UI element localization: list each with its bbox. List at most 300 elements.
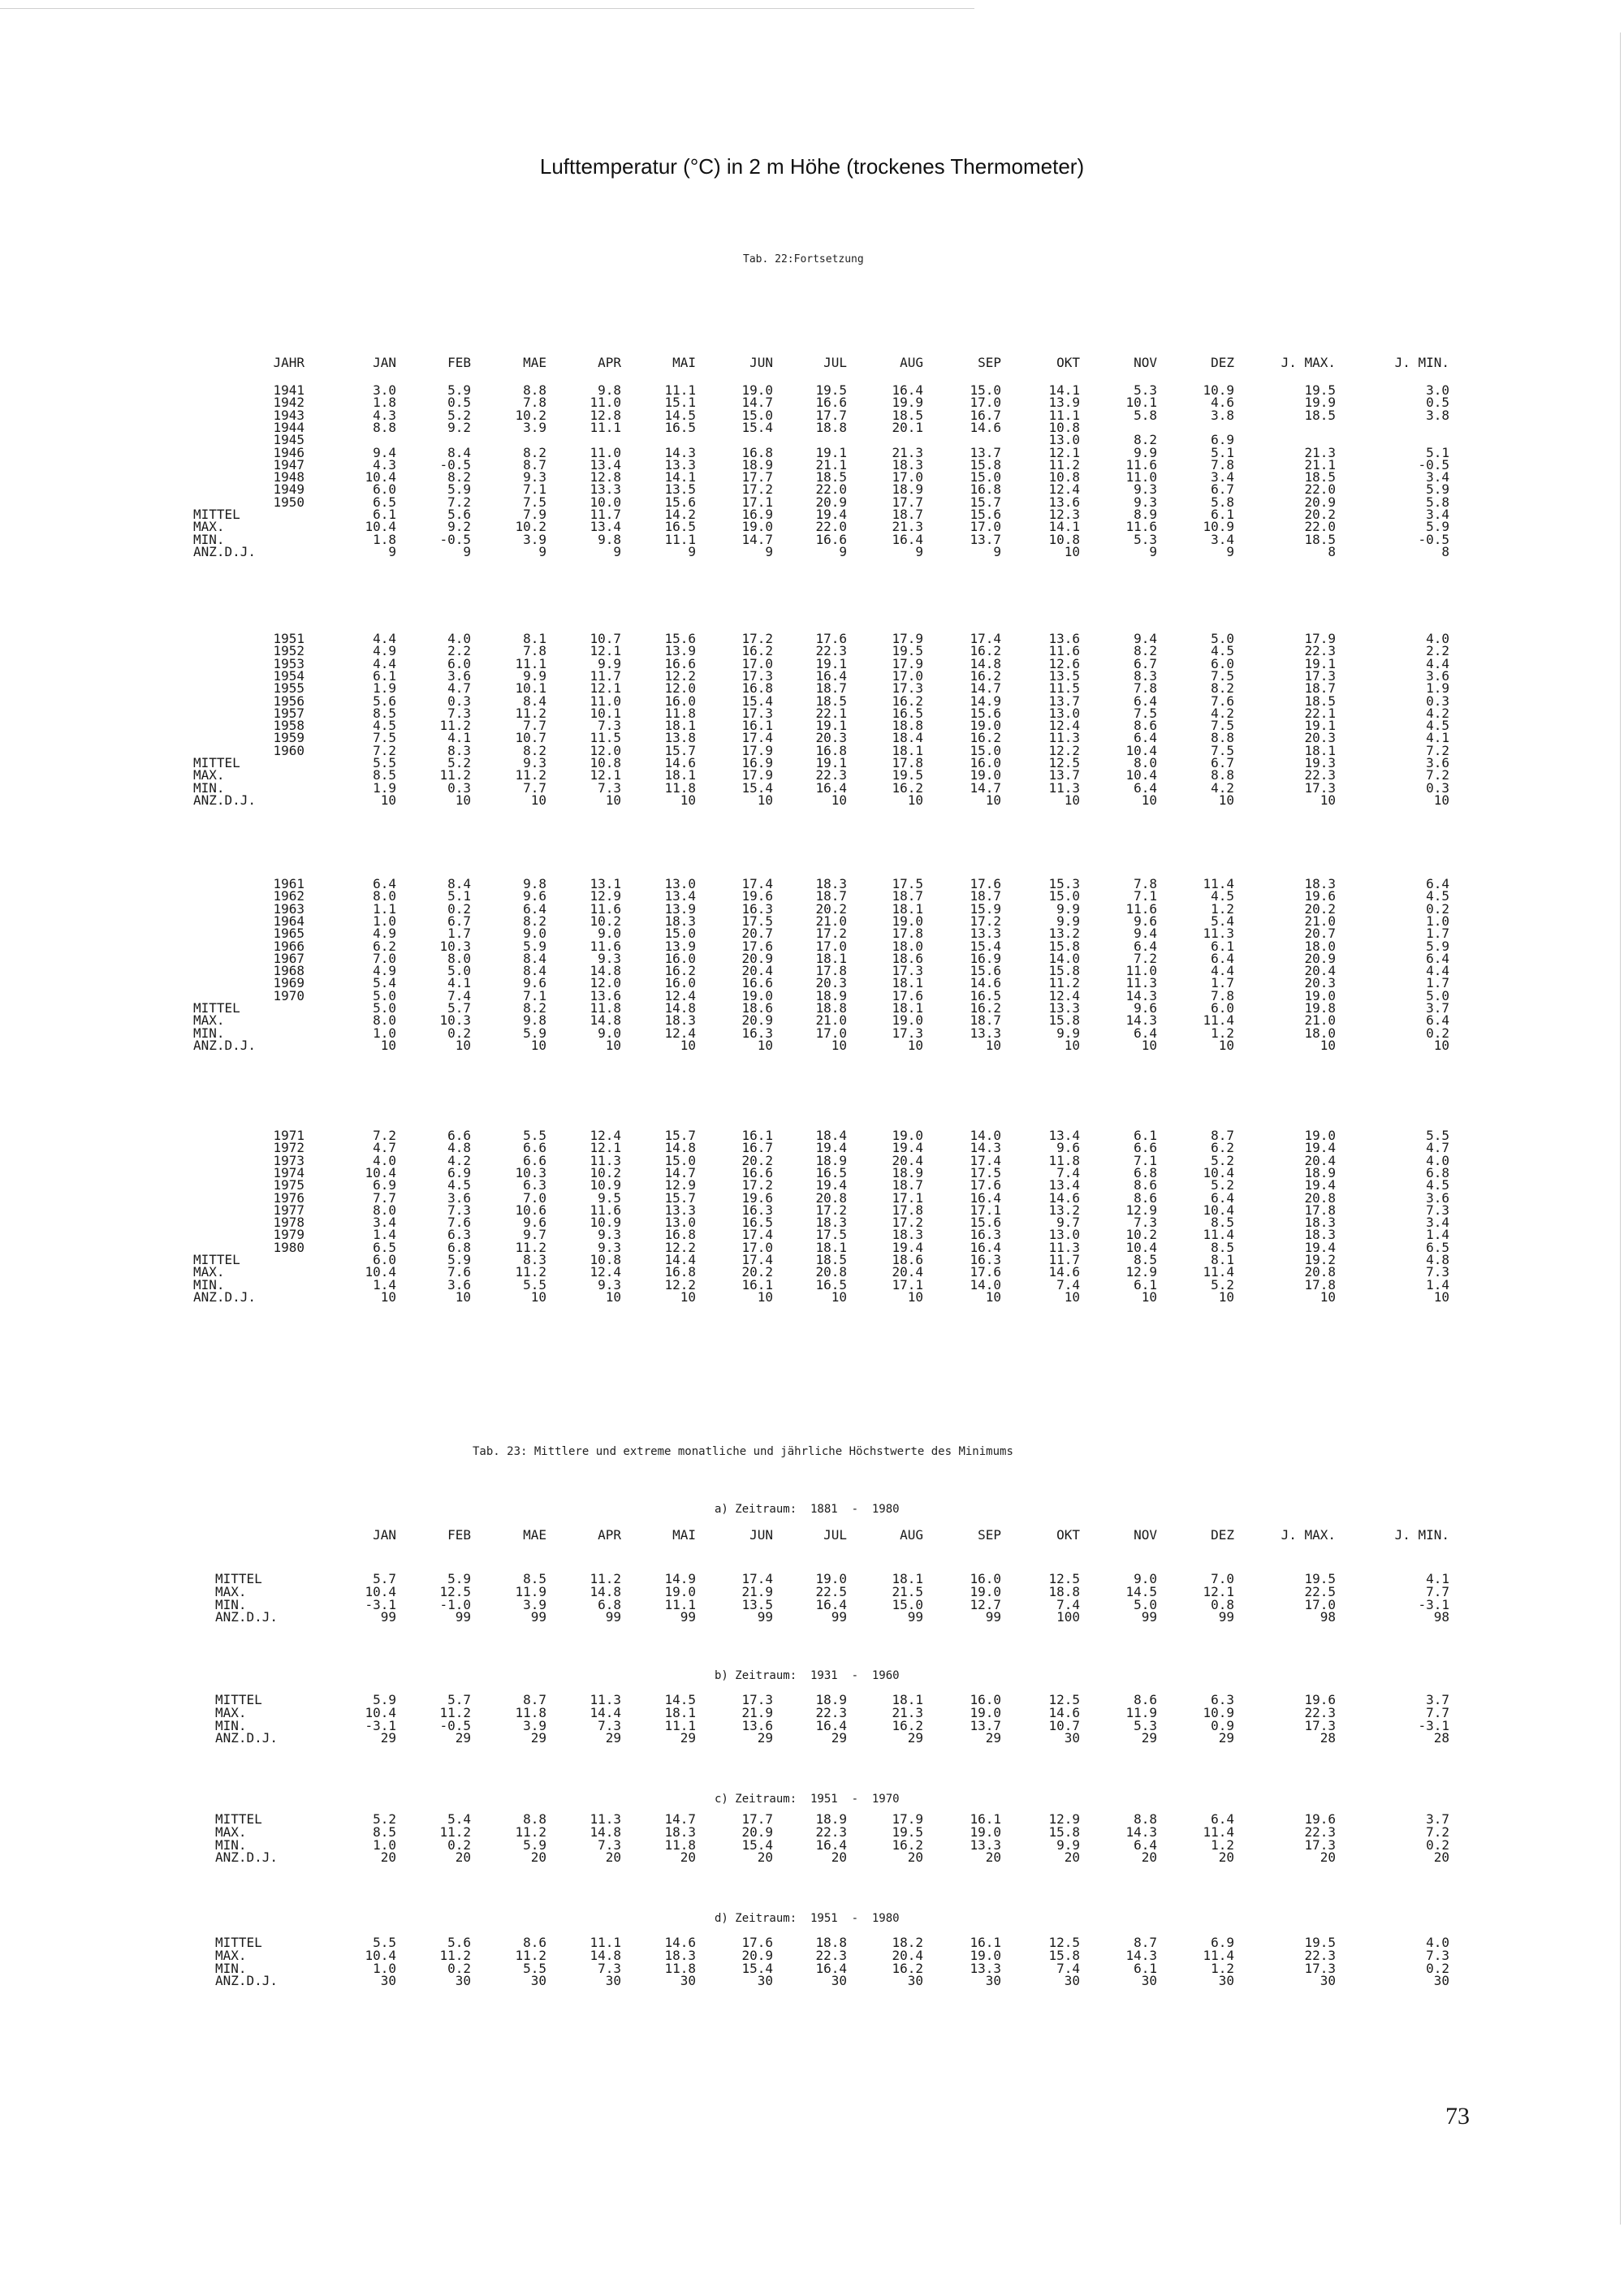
tab22-cell: 8.6 [1134,1189,1157,1206]
tab22-cell: 6.1 [1211,938,1234,954]
tab23-cell: 9.9 [1056,1836,1080,1853]
tab23-cell: 3.9 [523,1717,546,1733]
tab22-cell: 5.7 [447,1000,471,1016]
tab22-cell: 16.2 [664,963,696,979]
tab22-cell: 19.5 [815,382,847,398]
tab22-cell: 13.0 [1048,705,1080,721]
tab22-year-label: 1949 [273,481,304,498]
tab22-cell: 16.4 [892,382,923,398]
tab22-cell: 10 [605,792,621,808]
tab22-cell: 18.3 [1304,1215,1336,1231]
tab23-cell: 7.4 [1056,1596,1080,1612]
tab23-cell: 30 [757,1973,773,1989]
tab23-cell: 15.8 [1048,1947,1080,1963]
tab22-cell: 17.0 [970,395,1001,411]
tab22-cell: 20.2 [741,1152,773,1168]
tab22-cell: 10 [680,792,696,808]
tab22-year-label: 1968 [273,963,304,979]
tab22-cell: 8.5 [1134,1252,1157,1267]
tab22-cell: 10 [680,1037,696,1053]
tab22-cell: 13.3 [664,1202,696,1218]
tab22-cell: 15.8 [1048,938,1080,954]
tab23-cell: 30 [530,1973,546,1989]
tab23-cell: 9.0 [1134,1571,1157,1586]
tab22-cell: 16.5 [970,987,1001,1003]
tab22-cell: 9.8 [523,876,546,891]
tab22-cell: 7.2 [373,1128,396,1143]
tab22-year-label: 1969 [273,975,304,991]
tab22-cell: 18.7 [815,888,847,904]
tab23-cell: 6.1 [1134,1960,1157,1976]
tab22-cell: 14.7 [741,531,773,547]
tab22-cell: 6.6 [523,1140,546,1156]
tab23-cell: 21.3 [892,1704,923,1720]
tab22-cell: 8.8 [1211,730,1234,746]
tab22-cell: 15.4 [741,419,773,435]
tab23-cell: 6.3 [1211,1692,1234,1707]
tab22-cell: 13.0 [664,1215,696,1231]
tab22-cell: 10.3 [439,1012,471,1029]
tab23-cell: 14.5 [664,1692,696,1707]
tab22-cell: 6.4 [1211,1189,1234,1206]
tab23-cell: 0.2 [1426,1836,1449,1853]
tab23-cell: 19.5 [1304,1935,1336,1950]
tab22-cell: 14.2 [664,507,696,522]
tab23-cell: 20 [907,1849,923,1866]
tab22-year-label: 1946 [273,444,304,460]
tab22-cell: 3.0 [1426,382,1449,398]
tab22-cell: 8.3 [447,742,471,758]
tab22-cell: 10.4 [365,1164,396,1180]
tab22-stat-label: ANZ.D.J. [193,543,257,559]
tab23-cell: 17.3 [741,1692,773,1707]
tab22-cell: 18.9 [1304,1164,1336,1180]
tab22-cell: 15.0 [664,926,696,942]
tab22-cell: 18.6 [892,1252,923,1267]
tab23-cell: 18.2 [892,1935,923,1950]
tab22-cell: 5.9 [523,938,546,954]
tab22-cell: 10 [530,1288,546,1305]
tab23-stat-label: MIN. [215,1717,247,1733]
tab22-cell: 4.0 [447,631,471,646]
tab22-cell: 3.4 [373,1215,396,1231]
tab22-cell: 15.8 [970,456,1001,473]
tab22-cell: 16.3 [970,1227,1001,1243]
tab22-cell: 9.2 [447,419,471,435]
tab22-cell: 17.0 [970,519,1001,535]
tab22-cell: 13.0 [664,876,696,891]
tab22-year-label: 1975 [273,1177,304,1193]
tab22-cell: 22.0 [1304,519,1336,535]
tab22-cell: 10.7 [590,631,621,646]
tab22-cell: 18.1 [815,950,847,966]
tab23-stat-label: MAX. [215,1947,247,1963]
tab22-cell: 15.7 [970,494,1001,510]
tab22-cell: 5.8 [1426,494,1449,510]
tab22-cell: 4.7 [1426,1140,1449,1156]
tab22-cell: 11.1 [590,419,621,435]
tab22-year-label: 1977 [273,1202,304,1218]
tab22-cell: 10 [907,1288,923,1305]
tab22-year-label: 1948 [273,469,304,486]
tab22-cell: 13.3 [970,926,1001,942]
tab22-cell: 12.4 [1048,987,1080,1003]
tab22-cell: 6.1 [373,507,396,522]
tab22-cell: 7.3 [598,718,621,734]
tab22-cell: 18.6 [741,1000,773,1016]
tab22-cell: -0.5 [439,456,471,473]
tab23-cell: 19.6 [1304,1811,1336,1827]
tab22-cell: 18.0 [892,938,923,954]
tab22-cell: 5.2 [447,755,471,770]
tab22-year-label: 1954 [273,667,304,684]
tab23-stat-label: MIN. [215,1596,247,1612]
tab23-cell: 5.9 [373,1692,396,1707]
tab22-cell: 3.8 [1426,407,1449,423]
tab22-cell: 1.0 [1426,913,1449,929]
tab23-header-cell: MAE [523,1527,546,1543]
tab22-cell: 10.9 [590,1177,621,1193]
tab22-cell: 10 [1141,1037,1157,1053]
tab22-cell: 7.6 [447,1215,471,1231]
tab22-cell: 10 [1433,1037,1449,1053]
tab22-cell: 12.5 [1048,755,1080,770]
tab22-cell: 9.9 [1056,1025,1080,1041]
tab23-header-cell: JUN [749,1527,773,1543]
tab22-cell: 9.9 [1056,913,1080,929]
tab23-cell: 7.3 [598,1960,621,1976]
tab22-cell: 17.2 [970,913,1001,929]
tab22-cell: 20.3 [1304,730,1336,746]
tab22-cell: 6.9 [447,1164,471,1180]
tab22-header-cell: J. MAX. [1281,355,1336,370]
tab22-cell: 20.3 [815,975,847,991]
tab22-cell: 6.4 [1426,1012,1449,1029]
tab22-cell: 17.7 [741,469,773,486]
tab22-cell: 7.5 [523,494,546,510]
tab22-cell: 8.0 [447,950,471,966]
tab23-cell: 17.6 [741,1935,773,1950]
tab23-cell: 4.1 [1426,1571,1449,1586]
tab23-header-cell: APR [598,1527,621,1543]
tab23-header-cell: MAI [672,1527,696,1543]
tab22-cell: 20.1 [892,419,923,435]
tab23-cell: 22.5 [815,1583,847,1599]
tab22-cell: 13.1 [590,876,621,891]
tab22-cell: 7.1 [523,481,546,498]
tab22-cell: 7.8 [523,395,546,411]
tab22-cell: 15.9 [970,900,1001,917]
tab22-cell: 16.2 [892,779,923,796]
tab22-cell: 13.7 [970,444,1001,460]
tab22-cell: 1.1 [373,900,396,917]
tab23-header-cell: AUG [900,1527,923,1543]
tab22-cell: 5.3 [1134,531,1157,547]
tab22-cell: 19.1 [815,755,847,770]
tab22-cell: 7.5 [1211,742,1234,758]
tab22-cell: 14.8 [970,655,1001,671]
tab22-cell: 17.9 [892,655,923,671]
tab22-cell: 10 [1218,1288,1234,1305]
tab22-cell: 5.0 [373,987,396,1003]
tab22-cell: 11.4 [1203,1227,1234,1243]
tab22-cell: 9.3 [523,469,546,486]
tab22-cell: 20.9 [1304,494,1336,510]
tab23-cell: 14.3 [1125,1823,1157,1840]
tab22-cell: 11.4 [1203,1264,1234,1280]
tab22-stat-label: MAX. [193,519,225,535]
tab23-cell: 30 [1433,1973,1449,1989]
tab22-cell: 16.4 [892,531,923,547]
tab22-cell: -0.5 [1418,531,1449,547]
tab22-cell: 19.4 [1304,1239,1336,1255]
tab23-cell: 30 [831,1973,847,1989]
tab22-year-label: 1963 [273,900,304,917]
tab22-stat-label: ANZ.D.J. [193,792,257,808]
tab22-cell: 7.2 [1426,767,1449,783]
tab22-cell: 6.1 [1134,1128,1157,1143]
tab22-cell: 13.2 [1048,1202,1080,1218]
tab22-cell: 7.4 [1056,1164,1080,1180]
tab23-cell: 3.7 [1426,1811,1449,1827]
tab22-cell: 10.6 [515,1202,546,1218]
tab22-cell: 3.6 [1426,1189,1449,1206]
tab22-cell: 18.5 [815,693,847,709]
tab22-cell: 11.2 [439,767,471,783]
tab22-cell: 20.4 [892,1152,923,1168]
tab22-cell: 13.9 [664,900,696,917]
tab22-cell: 8.4 [523,693,546,709]
tab23-cell: 15.4 [741,1836,773,1853]
tab22-cell: 18.1 [664,718,696,734]
tab22-cell: 10 [1064,792,1080,808]
tab23-cell: 30 [380,1973,396,1989]
tab23-cell: 30 [1064,1730,1080,1746]
tab22-cell: 15.6 [970,507,1001,522]
tab23-cell: 5.3 [1134,1717,1157,1733]
tab22-cell: 19.1 [1304,655,1336,671]
tab22-year-label: 1941 [273,382,304,398]
tab22-cell: 16.0 [664,975,696,991]
tab22-cell: 4.0 [1426,1152,1449,1168]
tab23-cell: 8.5 [523,1571,546,1586]
tab22-cell: 0.5 [447,395,471,411]
tab22-cell: 12.4 [590,1264,621,1280]
tab22-cell: 5.9 [1426,938,1449,954]
tab22-cell: 7.1 [523,987,546,1003]
tab22-cell: 19.6 [741,888,773,904]
tab23-stat-label: MITTEL [215,1811,262,1827]
tab23-cell: 14.5 [1125,1583,1157,1599]
tab22-cell: 15.1 [664,395,696,411]
tab23-cell: 15.4 [741,1960,773,1976]
tab22-cell: 9.6 [523,975,546,991]
tab22-cell: 9.9 [523,667,546,684]
tab22-cell: 9.8 [598,531,621,547]
tab23-cell: 8.5 [373,1823,396,1840]
tab22-cell: 20.2 [741,1264,773,1280]
tab22-cell: 16.2 [970,730,1001,746]
tab22-cell: 10.2 [1125,1227,1157,1243]
tab22-cell: 3.0 [373,382,396,398]
tab22-year-label: 1944 [273,419,304,435]
tab23-cell: 7.7 [1426,1583,1449,1599]
tab22-cell: 7.6 [1211,693,1234,709]
tab23-cell: 11.9 [1125,1704,1157,1720]
tab22-cell: 10 [455,1288,471,1305]
tab23-cell: 99 [1141,1609,1157,1625]
tab22-cell: 13.7 [1048,693,1080,709]
tab22-cell: 16.5 [815,1164,847,1180]
tab23-cell: 14.9 [664,1571,696,1586]
tab23-cell: 29 [1218,1730,1234,1746]
tab23-cell: 0.2 [447,1836,471,1853]
tab22-cell: 16.5 [815,1276,847,1293]
tab22-cell: 18.3 [892,456,923,473]
tab22-cell: 19.1 [815,444,847,460]
tab22-year-label: 1953 [273,655,304,671]
tab22-cell: 12.4 [1048,481,1080,498]
tab22-cell: 18.7 [892,1177,923,1193]
tab22-cell: 6.7 [1211,481,1234,498]
tab22-cell: 16.8 [664,1227,696,1243]
tab22-cell: 12.8 [590,407,621,423]
tab22-cell: 12.8 [590,469,621,486]
tab22-year-label: 1966 [273,938,304,954]
tab22-cell: 11.0 [590,693,621,709]
tab22-cell: 8.2 [523,742,546,758]
tab22-cell: 21.3 [1304,444,1336,460]
tab22-cell: 16.5 [741,1215,773,1231]
tab23-cell: 17.7 [741,1811,773,1827]
tab22-header-cell: MAI [672,355,696,370]
tab22-cell: 7.5 [1134,705,1157,721]
tab22-cell: 10 [1141,1288,1157,1305]
tab22-cell: 16.1 [741,1276,773,1293]
tab22-cell: 18.5 [815,469,847,486]
tab23-cell: 19.0 [664,1583,696,1599]
tab23-cell: 17.0 [1304,1596,1336,1612]
tab23-cell: 11.3 [590,1692,621,1707]
tab22-cell: 12.9 [664,1177,696,1193]
tab23-cell: 19.6 [1304,1692,1336,1707]
right-edge-rule [1620,32,1621,2225]
tab22-cell: 6.5 [373,494,396,510]
tab22-cell: 22.3 [1304,767,1336,783]
tab22-cell: 17.1 [892,1189,923,1206]
tab22-cell: 20.7 [1304,926,1336,942]
tab23-cell: 8.7 [523,1692,546,1707]
tab22-cell: 13.6 [590,987,621,1003]
tab23-cell: 16.4 [815,1717,847,1733]
tab22-cell: 13.0 [1048,1227,1080,1243]
tab22-cell: 18.5 [1304,531,1336,547]
tab22-cell: 0.2 [447,900,471,917]
tab22-cell: 19.2 [1304,1252,1336,1267]
tab22-cell: 8.7 [1211,1128,1234,1143]
tab22-cell: 11.2 [1048,456,1080,473]
tab22-cell: 19.0 [741,519,773,535]
tab22-header-cell: MAE [523,355,546,370]
tab22-cell: 9.9 [1056,900,1080,917]
tab22-cell: 1.4 [373,1276,396,1293]
tab22-cell: 19.8 [1304,1000,1336,1016]
tab22-cell: 22.3 [1304,643,1336,659]
tab22-cell: 16.8 [741,444,773,460]
tab22-stat-label: MIN. [193,531,225,547]
tab22-cell: 17.0 [892,469,923,486]
tab22-cell: 6.3 [447,1227,471,1243]
tab22-cell: 7.5 [373,730,396,746]
tab22-cell: 19.0 [741,382,773,398]
tab22-cell: 17.3 [741,667,773,684]
tab23-cell: 14.6 [1048,1704,1080,1720]
tab22-cell: 0.2 [447,1025,471,1041]
tab22-cell: 11.4 [1203,876,1234,891]
tab23-cell: 19.5 [892,1823,923,1840]
tab22-cell: 7.9 [523,507,546,522]
tab22-cell: 19.5 [1304,382,1336,398]
tab22-cell: 4.0 [373,1152,396,1168]
tab22-cell: 12.6 [1048,655,1080,671]
tab22-cell: 5.9 [1426,481,1449,498]
tab22-cell: 4.7 [373,1140,396,1156]
tab23-cell: 16.4 [815,1960,847,1976]
tab22-cell: 22.3 [815,767,847,783]
tab22-cell: 10.8 [590,755,621,770]
tab22-cell: 10 [1218,1037,1234,1053]
tab22-cell: 10.9 [590,1215,621,1231]
tab22-cell: 5.0 [1211,631,1234,646]
tab23-cell: 20.9 [741,1823,773,1840]
tab22-cell: 10 [605,1288,621,1305]
tab23-cell: 5.5 [523,1960,546,1976]
tab22-cell: 4.2 [1211,705,1234,721]
tab22-cell: 11.0 [1125,469,1157,486]
tab22-cell: 20.2 [1304,507,1336,522]
tab22-cell: 6.0 [373,1252,396,1267]
tab23-cell: 99 [530,1609,546,1625]
tab22-cell: 4.4 [1426,655,1449,671]
tab23-cell: 5.5 [373,1935,396,1950]
tab22-cell: 5.5 [523,1276,546,1293]
tab23-cell: 29 [455,1730,471,1746]
tab23-cell: 0.9 [1211,1717,1234,1733]
tab23-caption: Tab. 23: Mittlere und extreme monatliche und jährliche Höchstwerte des Minimums [473,1445,1013,1458]
tab22-cell: 5.4 [1211,913,1234,929]
tab22-cell: 10 [757,1288,773,1305]
tab22-cell: 19.9 [892,395,923,411]
tab22-stat-label: MAX. [193,767,225,783]
tab22-stat-label: MIN. [193,1025,225,1041]
tab22-cell: 15.0 [1048,888,1080,904]
tab22-year-label: 1973 [273,1152,304,1168]
tab22-stat-label: MITTEL [193,1252,240,1267]
tab23-cell: 11.9 [515,1583,546,1599]
tab22-cell: 14.6 [1048,1264,1080,1280]
tab22-cell: 10.0 [590,494,621,510]
tab22-year-label: 1978 [273,1215,304,1231]
tab22-cell: 20.8 [1304,1189,1336,1206]
tab22-cell: 9.4 [1134,631,1157,646]
tab22-cell: 13.4 [590,456,621,473]
tab23-cell: 11.1 [664,1596,696,1612]
tab22-cell: 3.6 [1426,755,1449,770]
tab22-cell: 20.8 [815,1264,847,1280]
tab22-cell: 13.4 [1048,1128,1080,1143]
tab22-cell: 7.2 [447,494,471,510]
tab22-cell: 21.0 [1304,913,1336,929]
